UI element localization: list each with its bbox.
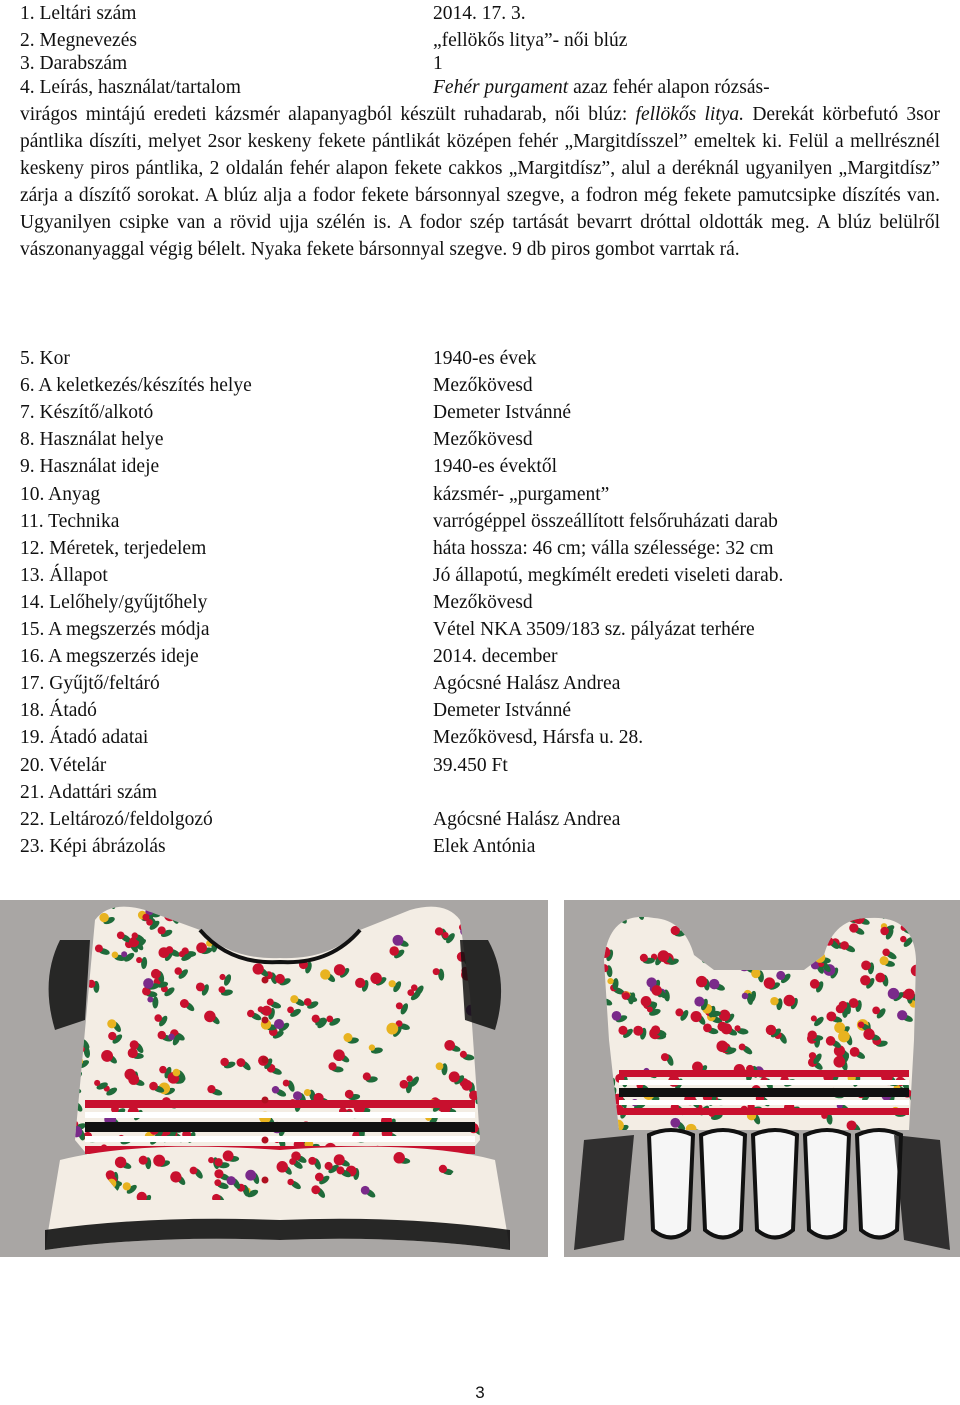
field-label: 16. A megszerzés ideje	[20, 646, 199, 668]
field-label: 11. Technika	[20, 510, 120, 532]
field-label: 17. Gyűjtő/feltáró	[20, 673, 160, 695]
field-label: 19. Átadó adatai	[20, 727, 149, 749]
field-label: 6. A keletkezés/készítés helye	[20, 375, 252, 397]
description-italic-name: fellökős litya.	[635, 104, 745, 125]
field-label: 5. Kor	[20, 348, 70, 369]
blouse-front-image	[0, 900, 548, 1257]
button-dot	[262, 1017, 269, 1024]
description-body	[20, 101, 940, 264]
field-label: 20. Vételár	[20, 754, 107, 776]
description-text-rest: Derekát körbefutó 3sor pántlika díszíti, melyet 2sor keskeny fekete pántlikát középen fehér „Margitdísszel” emeltek ki. Felül a mellrésznél keskeny piros pántlika, 2 oldalán fehér alapon fekete cakkos „Margitdísz”, alul a deréknál ugyanilyen „Margitdísz” zárja a díszítő sorokat. A blúz alja a fodor fekete bársonnyal szegve, a fodron még fekete pamutcsipke díszítés van. Ugyanilyen csipke van a rövid ujja szélén is. A fodor szép tartását bevarrt dróttal oldották meg. A blúz belülről vászonanyaggal végig bélelt. Nyaka fekete bársonnyal szegve. 9 db piros gombot varrtak rá.	[20, 104, 941, 261]
field-value: kázsmér- „purgament”	[433, 483, 610, 505]
field-label: 10. Anyag	[20, 483, 101, 505]
button-dot	[262, 1097, 269, 1104]
field-value: 1940-es évektől	[433, 456, 558, 478]
field-value: varrógéppel összeállított felsőruházati darab	[433, 510, 778, 532]
field-value: Mezőkövesd	[433, 429, 533, 451]
lining-tab	[805, 1130, 849, 1238]
field-label: 3. Darabszám	[20, 53, 128, 74]
field-value: Agócsné Halász Andrea	[433, 808, 621, 830]
field-value: Mezőkövesd	[433, 591, 533, 613]
field-value: háta hossza: 46 cm; válla szélessége: 32 cm	[433, 537, 774, 559]
field-label: 14. Lelőhely/gyűjtőhely	[20, 591, 208, 613]
field-value: Demeter Istvánné	[433, 700, 572, 722]
photo-strip	[0, 900, 960, 1260]
field-label: 12. Méretek, terjedelem	[20, 537, 207, 559]
field-value: Demeter Istvánné	[433, 402, 572, 424]
button-dot	[262, 977, 269, 984]
field-value: „fellökős litya”- női blúz	[433, 30, 628, 51]
field-label: 21. Adattári szám	[20, 781, 158, 803]
field-label: 4. Leírás, használat/tartalom	[20, 77, 241, 98]
lining-tab	[701, 1130, 745, 1238]
field-value: 1940-es évek	[433, 348, 537, 369]
lining-tab	[857, 1130, 901, 1238]
lining-tab	[649, 1130, 693, 1238]
blouse-back-image	[564, 900, 960, 1257]
field-label: 9. Használat ideje	[20, 456, 160, 478]
field-label: 23. Képi ábrázolás	[20, 835, 166, 857]
field-label: 13. Állapot	[20, 564, 108, 586]
field-label: 18. Átadó	[20, 700, 97, 722]
field-value: Jó állapotú, megkímélt eredeti viseleti darab.	[433, 564, 784, 586]
description-value-rest: azaz fehér alapon rózsás-	[568, 77, 770, 98]
field-value: Mezőkövesd	[433, 375, 533, 397]
field-value: Vétel NKA 3509/183 sz. pályázat terhére	[433, 619, 755, 640]
button-dot	[262, 1177, 269, 1184]
field-value: Agócsné Halász Andrea	[433, 673, 621, 695]
button-dot	[262, 1057, 269, 1064]
button-dot	[262, 1137, 269, 1144]
photo-blouse-front	[0, 900, 548, 1257]
field-value: 2014. december	[433, 646, 558, 668]
field-label: 22. Leltározó/feldolgozó	[20, 808, 213, 830]
field-value: 2014. 17. 3.	[433, 3, 526, 24]
photo-blouse-back	[564, 900, 960, 1257]
description-italic-term: Fehér purgament	[433, 77, 569, 98]
field-value: Elek Antónia	[433, 835, 536, 857]
left-sleeve-lace	[49, 940, 90, 1030]
page-number: 3	[475, 1383, 485, 1402]
field-value	[433, 74, 940, 101]
field-label: 2. Megnevezés	[20, 30, 137, 51]
field-label: 8. Használat helye	[20, 429, 164, 451]
field-label: 1. Leltári szám	[20, 3, 137, 24]
description-text-start: virágos mintájú eredeti kázsmér alapanyagból készült ruhadarab, női blúz:	[20, 104, 636, 125]
lining-tab	[753, 1130, 797, 1238]
field-value: 1	[433, 53, 443, 74]
field-value: 39.450 Ft	[433, 754, 508, 776]
field-label: 7. Készítő/alkotó	[20, 402, 154, 424]
field-value: Mezőkövesd, Hársfa u. 28.	[433, 727, 644, 749]
field-label: 15. A megszerzés módja	[20, 619, 210, 640]
